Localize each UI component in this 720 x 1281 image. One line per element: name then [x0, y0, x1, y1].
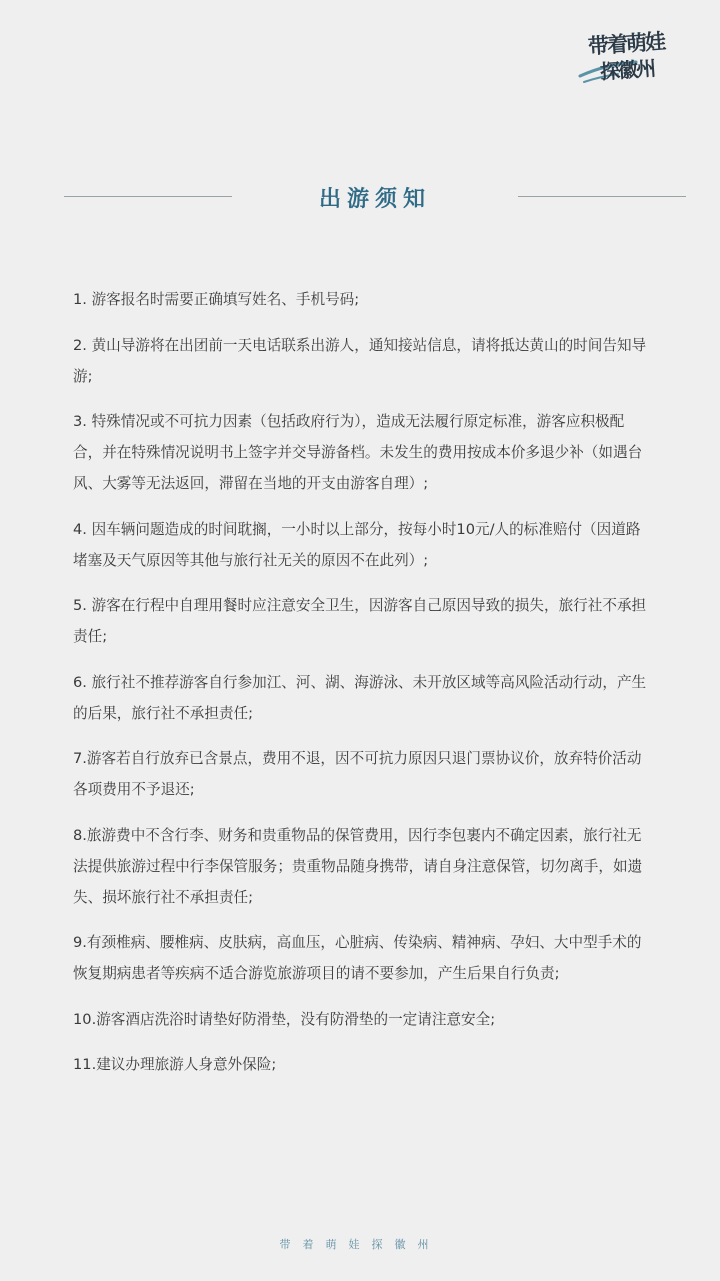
note-item: 5. 游客在行程中自理用餐时应注意安全卫生，因游客自己原因导致的损失，旅行社不承担责任;: [73, 597, 647, 645]
note-item: 8.旅游费中不含行李、财务和贵重物品的保管费用，因行李包裹内不确定因素，旅行社无法提供旅游过程中行李保管服务；贵重物品随身携带，请自身注意保管，切勿离手，如遗失、损坏旅行社不承担责任;: [73, 826, 643, 906]
note-item: 11.建议办理旅游人身意外保险;: [73, 1056, 277, 1073]
note-item: 9.有颈椎病、腰椎病、皮肤病，高血压，心脏病、传染病、精神病、孕妇、大中型手术的恢复期病患者等疾病不适合游览旅游项目的请不要参加，产生后果自行负责;: [73, 934, 642, 982]
note-item: 1. 游客报名时需要正确填写姓名、手机号码;: [73, 291, 360, 308]
page-title: 出游须知: [318, 187, 431, 212]
note-item: 7.游客若自行放弃已含景点，费用不退，因不可抗力原因只退门票协议价，放弃特价活动各项费用不予退还;: [73, 750, 642, 798]
brand-logo: [574, 24, 684, 90]
footer-brand-text: 带着萌娃探徽州: [279, 1238, 441, 1251]
note-item: 2. 黄山导游将在出团前一天电话联系出游人，通知接站信息，请将抵达黄山的时间告知导游;: [73, 336, 647, 385]
title-rule-right: [518, 196, 686, 197]
section-header: [64, 178, 686, 218]
note-item: 6. 旅行社不推荐游客自行参加江、河、湖、海游泳、未开放区域等高风险活动行动，产生的后果，旅行社不承担责任;: [73, 673, 647, 722]
note-item: 4. 因车辆问题造成的时间耽搁，一小时以上部分，按每小时10元/人的标准赔付（因道路堵塞及天气原因等其他与旅行社无关的原因不在此列）;: [73, 520, 641, 569]
note-item: 10.游客酒店洗浴时请垫好防滑垫，没有防滑垫的一定请注意安全;: [73, 1010, 496, 1028]
logo-text-line2: 探徽州: [599, 56, 655, 84]
notes-list: [73, 284, 648, 1095]
note-item: 3. 特殊情况或不可抗力因素（包括政府行为），造成无法履行原定标准，游客应积极配合，并在特殊情况说明书上签字并交导游备档。未发生的费用按成本价多退少补（如遇台风、大雾等无法返回，滞留在当地的开支由游客自理）;: [73, 413, 643, 492]
logo-text-line1: 带着萌娃: [587, 29, 665, 59]
